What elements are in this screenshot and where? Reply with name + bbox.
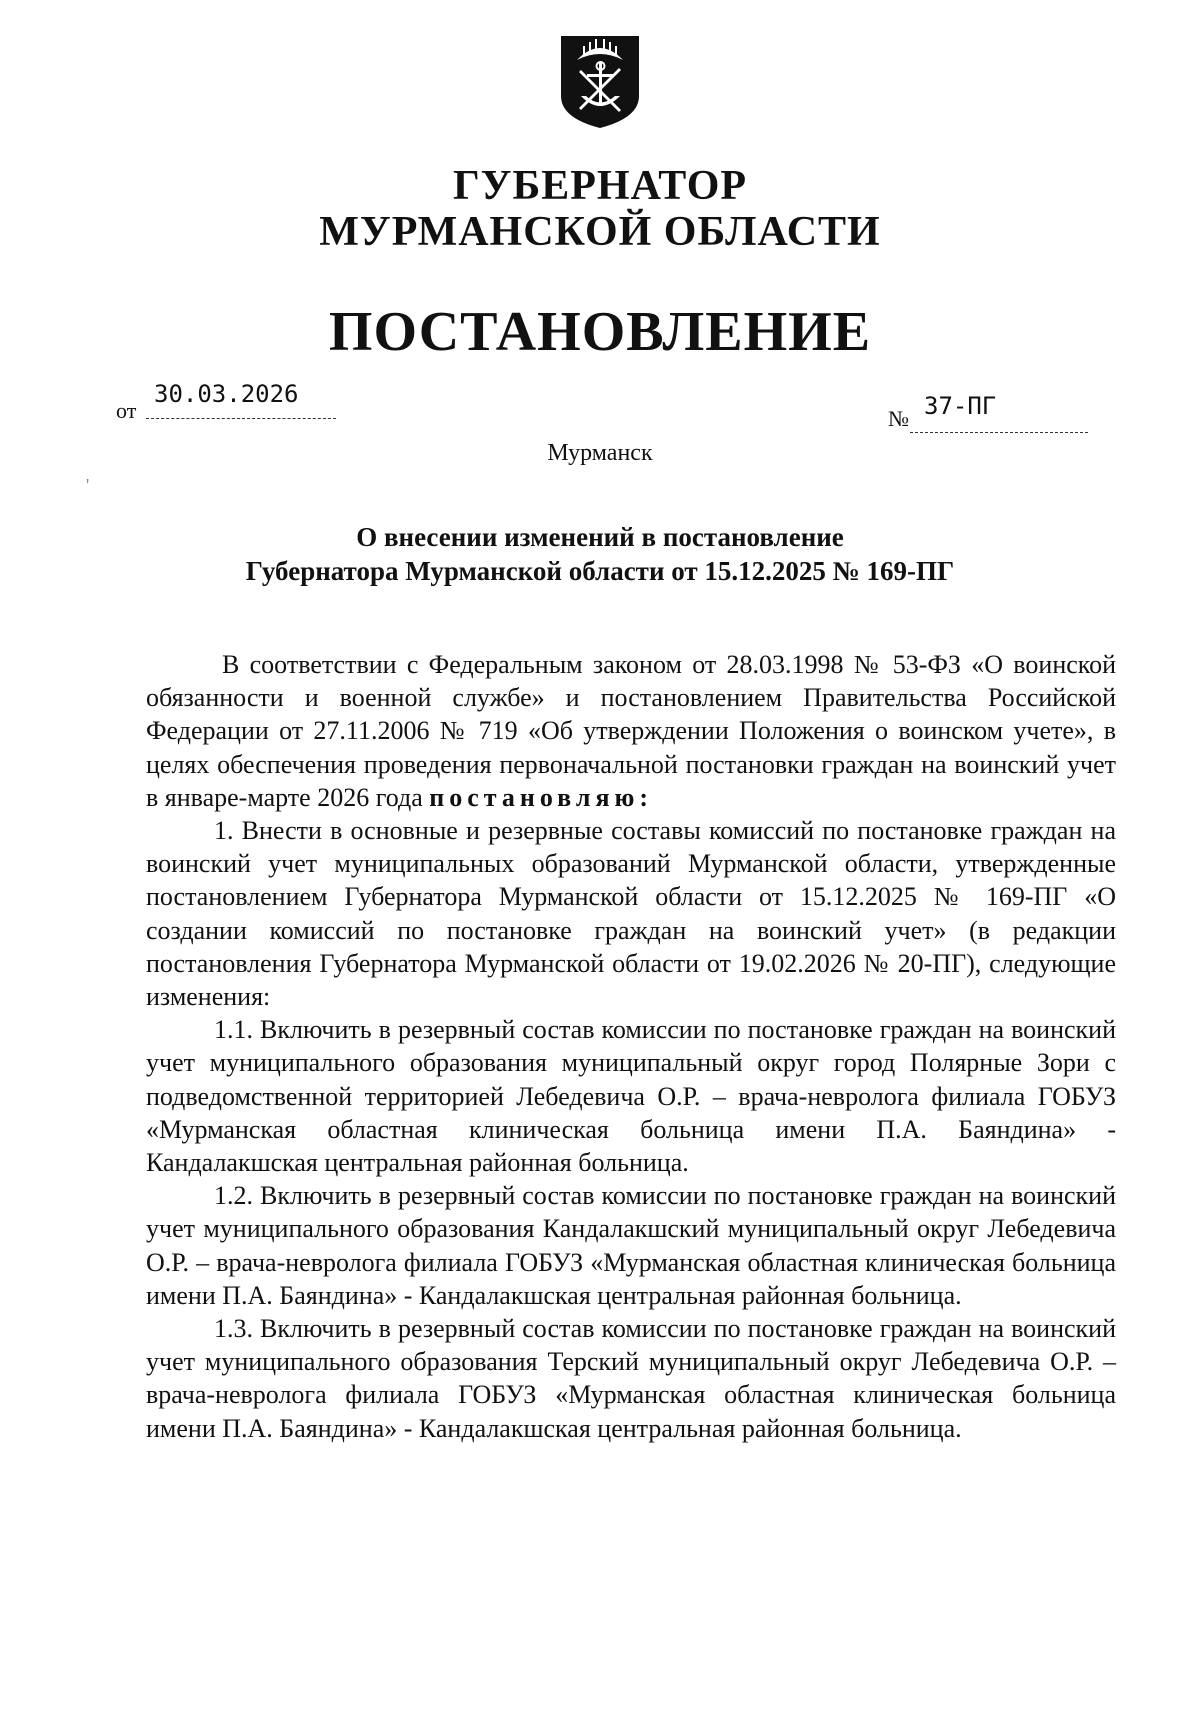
document-body xyxy=(146,648,1116,1445)
preamble-paragraph xyxy=(146,648,1116,814)
item-1-3: 1.3. Включить в резервный состав комиссии по постановке граждан на воинский учет муниципального образования Терский муниципальный округ Лебедевича О.Р. – врача-невролога филиала ГОБУЗ «Мурманская областная клиническая больница имени П.А. Баяндина» - Кандалакшская центральная районная больница. xyxy=(146,1314,1116,1443)
date-underline xyxy=(146,418,336,419)
resolve-word: постановляю: xyxy=(429,782,654,812)
number-underline xyxy=(910,432,1088,433)
org-title-line2: МУРМАНСКОЙ ОБЛАСТИ xyxy=(319,209,881,255)
item-1-2: 1.2. Включить в резервный состав комиссии по постановке граждан на воинский учет муниципального образования Кандалакшский муниципальный округ Лебедевича О.Р. – врача-невролога филиала ГОБУЗ «Мурманская областная клиническая больница имени П.А. Баяндина» - Кандалакшская центральная районная больница. xyxy=(146,1181,1116,1310)
number-prefix: № xyxy=(888,406,909,431)
document-date: 30.03.2026 xyxy=(154,380,299,408)
margin-mark: ' xyxy=(86,475,90,495)
document-title-line2: Губернатора Мурманской области от 15.12.2025 № 169-ПГ xyxy=(245,556,955,586)
coat-of-arms-icon xyxy=(559,30,641,130)
item-1: 1. Внести в основные и резервные составы комиссий по постановке граждан на воинский учет муниципальных образований Мурманской области, утвержденные постановлением Губернатора Мурманской области от 15.12.2025 № 169-ПГ «О создании комиссий по постановке граждан на воинский учет» (в редакции постановления Губернатора Мурманской области от 19.02.2026 № 20-ПГ), следующие изменения: xyxy=(146,816,1116,1012)
preamble-text: В соответствии с Федеральным законом от 28.03.1998 № 53-ФЗ «О воинской обязанности и военной службе» и постановлением Правительства Российской Федерации от 27.11.2006 № 719 «Об утверждении Положения о воинском учете», в целях обеспечения проведения первоначальной постановки граждан на воинский учет в январе-марте 2026 года xyxy=(146,650,1116,812)
document-title-line1: О внесении изменений в постановление xyxy=(356,522,844,552)
city: Мурманск xyxy=(547,440,653,466)
document-number: 37-ПГ xyxy=(924,392,997,420)
org-title-line1: ГУБЕРНАТОР xyxy=(452,163,748,209)
date-prefix: от xyxy=(116,398,137,423)
item-1-1: 1.1. Включить в резервный состав комиссии по постановке граждан на воинский учет муниципального образования муниципальный округ город Полярные Зори с подведомственной территорией Лебедевича О.Р. – врача-невролога филиала ГОБУЗ «Мурманская областная клиническая больница имени П.А. Баяндина» - Кандалакшская центральная районная больница. xyxy=(146,1015,1116,1178)
document-type: ПОСТАНОВЛЕНИЕ xyxy=(328,301,872,363)
